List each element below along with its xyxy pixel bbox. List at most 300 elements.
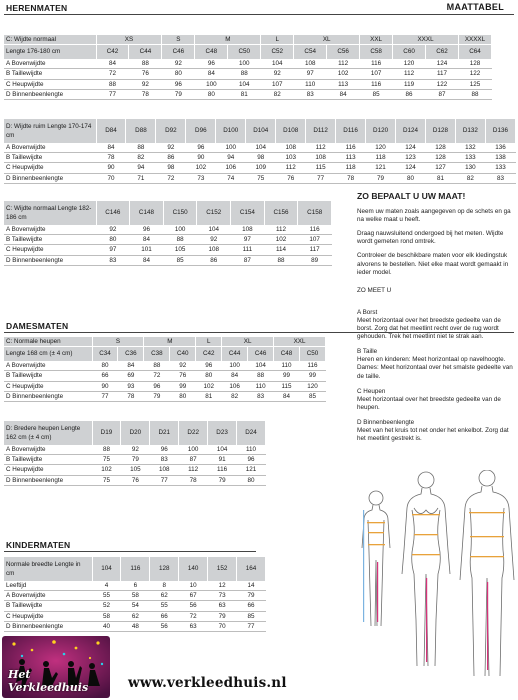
size-header-row	[4, 201, 332, 225]
table-cell: 87	[426, 89, 459, 99]
size-code: D132	[455, 119, 485, 143]
child-figure	[362, 491, 390, 626]
row-label: A Bovenwijdte	[4, 591, 92, 601]
size-code: 104	[92, 557, 121, 581]
size-header-row	[4, 557, 266, 581]
table-cell: 69	[118, 371, 144, 381]
size-code: C48	[195, 45, 228, 60]
table-label: C: Wijdte normaal	[4, 35, 96, 45]
table-label: D: Wijdte ruim Lengte 170-174 cm	[4, 119, 96, 143]
size-code: D92	[156, 119, 186, 143]
table-cell: 116	[336, 143, 366, 153]
women-table-normal	[4, 337, 326, 402]
table-cell: 107	[360, 69, 393, 79]
size-code: D20	[121, 421, 150, 445]
table-cell: 79	[162, 89, 195, 99]
table-cell: 72	[96, 69, 129, 79]
table-cell: 76	[129, 69, 162, 79]
row-label: B Taillewijdte	[4, 235, 96, 245]
table-cell: 85	[300, 391, 326, 401]
table-row	[4, 391, 326, 401]
men-table-normal	[4, 35, 492, 100]
row-label: A Bovenwijdte	[4, 361, 92, 371]
size-code: D19	[92, 421, 121, 445]
size-header-row	[4, 45, 492, 60]
size-code: C58	[360, 45, 393, 60]
table-cell: 79	[237, 591, 266, 601]
size-code: D100	[216, 119, 246, 143]
size-code: D88	[126, 119, 156, 143]
table-cell: 88	[96, 79, 129, 89]
table-cell: 78	[179, 475, 208, 485]
size-group: XXXL	[393, 35, 459, 45]
size-code: C158	[298, 201, 332, 225]
table-cell: 117	[298, 245, 332, 255]
table-cell: 106	[222, 381, 248, 391]
measure-block-hips	[357, 388, 515, 412]
size-header-row	[4, 119, 516, 143]
table-cell: 100	[222, 361, 248, 371]
size-code: D96	[186, 119, 216, 143]
size-code: C150	[163, 201, 197, 225]
table-cell: 133	[455, 153, 485, 163]
size-code: D22	[179, 421, 208, 445]
size-code: C40	[170, 347, 196, 362]
row-label: B Taillewijdte	[4, 69, 96, 79]
table-cell: 104	[246, 143, 276, 153]
table-cell: 117	[426, 69, 459, 79]
row-label: C Heupwijdte	[4, 79, 96, 89]
table-cell: 88	[129, 59, 162, 69]
size-code: D128	[425, 119, 455, 143]
table-cell: 85	[237, 611, 266, 621]
table-cell: 73	[208, 591, 237, 601]
table-cell: 108	[197, 245, 231, 255]
table-cell: 92	[121, 445, 150, 455]
size-group: XL	[294, 35, 360, 45]
measure-text: Meet van het kruis tot net onder het enkelbot. Zorg dat het meetlint gestrekt is.	[357, 426, 509, 443]
table-cell: 97	[231, 235, 265, 245]
table-row	[4, 601, 266, 611]
measure-heading: B Taille	[357, 348, 378, 356]
size-code: C42	[96, 45, 129, 60]
table-row	[4, 475, 266, 485]
row-label: C Heupwijdte	[4, 245, 96, 255]
table-cell: 92	[197, 235, 231, 245]
table-cell: 88	[126, 143, 156, 153]
size-code: 128	[150, 557, 179, 581]
man-measure-lines	[469, 512, 505, 670]
page-title: MAATTABEL	[446, 2, 504, 12]
table-row	[4, 153, 516, 163]
table-cell: 109	[246, 163, 276, 173]
table-cell: 101	[130, 245, 164, 255]
table-cell: 84	[130, 235, 164, 245]
table-cell: 118	[366, 153, 396, 163]
age-cell: 6	[121, 581, 150, 591]
row-label: C Heupwijdte	[4, 611, 92, 621]
table-cell: 92	[261, 69, 294, 79]
table-cell: 73	[186, 173, 216, 183]
table-cell: 83	[485, 173, 515, 183]
table-cell: 62	[121, 611, 150, 621]
table-cell: 86	[156, 153, 186, 163]
size-code: C48	[274, 347, 300, 362]
table-cell: 116	[298, 225, 332, 235]
table-cell: 80	[196, 371, 222, 381]
table-cell: 96	[196, 361, 222, 371]
size-code: 152	[208, 557, 237, 581]
row-label: A Bovenwijdte	[4, 143, 96, 153]
table-cell: 138	[485, 153, 515, 163]
row-label: C Heupwijdte	[4, 381, 92, 391]
table-cell: 80	[170, 391, 196, 401]
row-label: D Binnenbeenlengte	[4, 391, 92, 401]
row-label: D Binnenbeenlengte	[4, 89, 96, 99]
measure-block-chest	[357, 309, 515, 341]
size-code: D120	[366, 119, 396, 143]
table-cell: 91	[208, 455, 237, 465]
measure-text: Meet horizontaal over het breedste gedeelte van de heupen.	[357, 395, 501, 411]
table-cell: 92	[162, 59, 195, 69]
table-cell: 77	[150, 475, 179, 485]
table-cell: 93	[118, 381, 144, 391]
table-cell: 104	[197, 225, 231, 235]
table-cell: 75	[92, 455, 121, 465]
size-code: D104	[246, 119, 276, 143]
table-cell: 88	[144, 361, 170, 371]
table-cell: 56	[179, 601, 208, 611]
row-label: B Taillewijdte	[4, 371, 92, 381]
table-cell: 82	[222, 391, 248, 401]
age-cell: 8	[150, 581, 179, 591]
table-cell: 84	[130, 255, 164, 265]
table-cell: 121	[366, 163, 396, 173]
table-cell: 120	[393, 59, 426, 69]
table-cell: 112	[264, 225, 298, 235]
size-group: XXL	[360, 35, 393, 45]
table-row	[4, 465, 266, 475]
measure-heading: C Heupen	[357, 387, 386, 395]
size-code: C64	[458, 45, 491, 60]
table-cell: 116	[208, 465, 237, 475]
table-cell: 81	[228, 89, 261, 99]
table-cell: 79	[208, 475, 237, 485]
size-code: D23	[208, 421, 237, 445]
size-code: C156	[264, 201, 298, 225]
measure-block-inseam	[357, 419, 515, 443]
table-cell: 80	[195, 89, 228, 99]
table-cell: 80	[396, 173, 426, 183]
size-code: C46	[162, 45, 195, 60]
table-cell: 90	[186, 153, 216, 163]
table-label: Normale breedte Lengte in cm	[4, 557, 92, 581]
table-cell: 100	[179, 445, 208, 455]
table-cell: 72	[156, 173, 186, 183]
table-cell: 108	[276, 143, 306, 153]
table-row	[4, 381, 326, 391]
instruction-paragraph: Draag nauwsluitend ondergoed bij het meten. Wijdte wordt gemeten rond omtrek.	[357, 230, 504, 246]
table-cell: 120	[366, 143, 396, 153]
table-cell: 85	[163, 255, 197, 265]
table-cell: 88	[458, 89, 491, 99]
size-header-row	[4, 347, 326, 362]
measure-text: Heren en kinderen: Meet horizontaal op navelhoogte. Dames: Meet horizontaal over het smalste gedeelte van de taille.	[357, 356, 513, 380]
table-cell: 100	[163, 225, 197, 235]
table-cell: 97	[294, 69, 327, 79]
size-code: C54	[294, 45, 327, 60]
table-row	[4, 89, 492, 99]
table-cell: 97	[96, 245, 130, 255]
table-row	[4, 235, 332, 245]
table-cell: 98	[246, 153, 276, 163]
brand-logo	[2, 636, 110, 698]
table-cell: 102	[327, 69, 360, 79]
table-row	[4, 255, 332, 265]
table-cell: 66	[237, 601, 266, 611]
table-cell: 127	[425, 163, 455, 173]
table-cell: 86	[197, 255, 231, 265]
table-row	[4, 245, 332, 255]
size-code: 164	[237, 557, 266, 581]
table-cell: 76	[170, 371, 196, 381]
row-label: B Taillewijdte	[4, 153, 96, 163]
row-label: B Taillewijdte	[4, 455, 92, 465]
table-cell: 128	[458, 59, 491, 69]
table-cell: 99	[170, 381, 196, 391]
size-group: S	[162, 35, 195, 45]
table-cell: 124	[396, 143, 426, 153]
section-title-men: HERENMATEN	[6, 3, 68, 13]
age-row	[4, 581, 266, 591]
table-cell: 96	[186, 143, 216, 153]
table-cell: 90	[96, 163, 126, 173]
kids-table	[4, 557, 266, 632]
size-code: C36	[118, 347, 144, 362]
table-cell: 112	[276, 163, 306, 173]
table-cell: 75	[246, 173, 276, 183]
size-code: C154	[231, 201, 265, 225]
table-cell: 70	[96, 173, 126, 183]
table-row	[4, 455, 266, 465]
table-cell: 112	[179, 465, 208, 475]
table-cell: 96	[162, 79, 195, 89]
measure-instructions	[357, 192, 515, 450]
table-cell: 121	[237, 465, 266, 475]
size-code: C50	[228, 45, 261, 60]
table-cell: 71	[126, 173, 156, 183]
table-row	[4, 621, 266, 631]
table-cell: 124	[396, 163, 426, 173]
table-cell: 55	[150, 601, 179, 611]
instruction-paragraph: Controleer de beschikbare maten voor elk kledingstuk alvorens te bestellen. Niet elke maat wordt gemaakt in ieder model.	[357, 252, 509, 276]
table-cell: 66	[92, 371, 118, 381]
table-cell: 81	[196, 391, 222, 401]
table-cell: 124	[426, 59, 459, 69]
table-cell: 83	[248, 391, 274, 401]
table-cell: 96	[144, 381, 170, 391]
table-cell: 84	[195, 69, 228, 79]
table-cell: 86	[393, 89, 426, 99]
table-cell: 84	[96, 143, 126, 153]
table-cell: 88	[248, 371, 274, 381]
men-table-wide	[4, 119, 516, 184]
table-cell: 96	[195, 59, 228, 69]
table-cell: 63	[208, 601, 237, 611]
table-cell: 102	[196, 381, 222, 391]
table-cell: 116	[360, 79, 393, 89]
table-cell: 70	[208, 621, 237, 631]
size-header-row	[4, 421, 266, 445]
table-cell: 102	[264, 235, 298, 245]
section-divider	[4, 14, 514, 15]
size-code: D108	[276, 119, 306, 143]
table-cell: 76	[276, 173, 306, 183]
table-cell: 89	[298, 255, 332, 265]
table-cell: 77	[92, 391, 118, 401]
size-code: C50	[300, 347, 326, 362]
measure-heading: A Borst	[357, 308, 378, 316]
table-cell: 115	[274, 381, 300, 391]
table-cell: 100	[195, 79, 228, 89]
row-label: D Binnenbeenlengte	[4, 255, 96, 265]
table-cell: 96	[150, 445, 179, 455]
table-cell: 66	[150, 611, 179, 621]
table-cell: 104	[208, 445, 237, 455]
table-cell: 98	[156, 163, 186, 173]
table-cell: 103	[276, 153, 306, 163]
table-row	[4, 361, 326, 371]
age-cell: 4	[92, 581, 121, 591]
row-label: C Heupwijdte	[4, 465, 92, 475]
table-cell: 110	[294, 79, 327, 89]
size-code: C56	[327, 45, 360, 60]
size-code: D124	[396, 119, 426, 143]
table-cell: 55	[92, 591, 121, 601]
table-cell: 58	[121, 591, 150, 601]
table-cell: 80	[162, 69, 195, 79]
table-row	[4, 225, 332, 235]
size-group: M	[195, 35, 261, 45]
table-cell: 112	[327, 59, 360, 69]
table-cell: 108	[150, 465, 179, 475]
size-code: C46	[248, 347, 274, 362]
size-code: D24	[237, 421, 266, 445]
table-cell: 58	[92, 611, 121, 621]
table-cell: 99	[300, 371, 326, 381]
body-measurement-figures	[360, 470, 518, 688]
table-cell: 88	[228, 69, 261, 79]
table-cell: 67	[179, 591, 208, 601]
table-cell: 79	[366, 173, 396, 183]
size-code: C44	[129, 45, 162, 60]
size-group: L	[261, 35, 294, 45]
measure-heading: D Binnenbeenlengte	[357, 418, 415, 426]
table-label: C: Wijdte normaal Lengte 182-186 cm	[4, 201, 96, 225]
table-cell: 108	[231, 225, 265, 235]
table-cell: 78	[336, 173, 366, 183]
table-cell: 72	[179, 611, 208, 621]
size-code: D112	[306, 119, 336, 143]
table-cell: 116	[300, 361, 326, 371]
table-cell: 104	[248, 361, 274, 371]
size-code: C60	[393, 45, 426, 60]
table-cell: 119	[393, 79, 426, 89]
table-cell: 88	[92, 445, 121, 455]
table-cell: 130	[455, 163, 485, 173]
group-header-row	[4, 337, 326, 347]
table-row	[4, 69, 492, 79]
group-header-row	[4, 35, 492, 45]
table-cell: 78	[96, 153, 126, 163]
table-cell: 92	[129, 79, 162, 89]
table-cell: 132	[455, 143, 485, 153]
instructions-title: ZO BEPAALT U UW MAAT!	[357, 191, 466, 201]
table-cell: 77	[237, 621, 266, 631]
table-cell: 78	[118, 391, 144, 401]
table-cell: 108	[306, 153, 336, 163]
table-cell: 94	[216, 153, 246, 163]
table-cell: 79	[208, 611, 237, 621]
section-divider	[4, 551, 256, 552]
table-cell: 115	[306, 163, 336, 173]
table-cell: 116	[360, 59, 393, 69]
table-cell: 100	[228, 59, 261, 69]
table-cell: 84	[327, 89, 360, 99]
table-cell: 82	[455, 173, 485, 183]
age-cell: 14	[237, 581, 266, 591]
website-url[interactable]: www.verkleedhuis.nl	[128, 675, 287, 691]
row-label: A Bovenwijdte	[4, 445, 92, 455]
table-cell: 81	[425, 173, 455, 183]
instruction-paragraph: Neem uw maten zoals aangegeven op de schets en ga na welke maat u heeft.	[357, 208, 511, 224]
table-cell: 120	[300, 381, 326, 391]
table-cell: 83	[96, 255, 130, 265]
table-cell: 87	[179, 455, 208, 465]
table-cell: 74	[216, 173, 246, 183]
table-row	[4, 143, 516, 153]
table-cell: 88	[163, 235, 197, 245]
table-cell: 80	[237, 475, 266, 485]
size-code: C52	[261, 45, 294, 60]
table-row	[4, 163, 516, 173]
size-code: 116	[121, 557, 150, 581]
row-label: D Binnenbeenlengte	[4, 621, 92, 631]
row-label: A Bovenwijdte	[4, 225, 96, 235]
table-cell: 104	[261, 59, 294, 69]
size-group: XS	[96, 35, 162, 45]
table-cell: 112	[306, 143, 336, 153]
table-row	[4, 445, 266, 455]
table-cell: 113	[327, 79, 360, 89]
men-table-tall	[4, 201, 332, 266]
table-label: D: Bredere heupen Lengte 162 cm (± 4 cm)	[4, 421, 92, 445]
size-code: C38	[144, 347, 170, 362]
table-row	[4, 611, 266, 621]
size-code: C44	[222, 347, 248, 362]
table-cell: 110	[237, 445, 266, 455]
table-cell: 77	[306, 173, 336, 183]
size-code: C148	[130, 201, 164, 225]
row-label: D Binnenbeenlengte	[4, 173, 96, 183]
table-cell: 106	[216, 163, 246, 173]
table-row	[4, 591, 266, 601]
table-cell: 122	[426, 79, 459, 89]
size-group: XL	[222, 337, 274, 347]
size-group: M	[144, 337, 196, 347]
table-cell: 112	[393, 69, 426, 79]
table-cell: 85	[360, 89, 393, 99]
